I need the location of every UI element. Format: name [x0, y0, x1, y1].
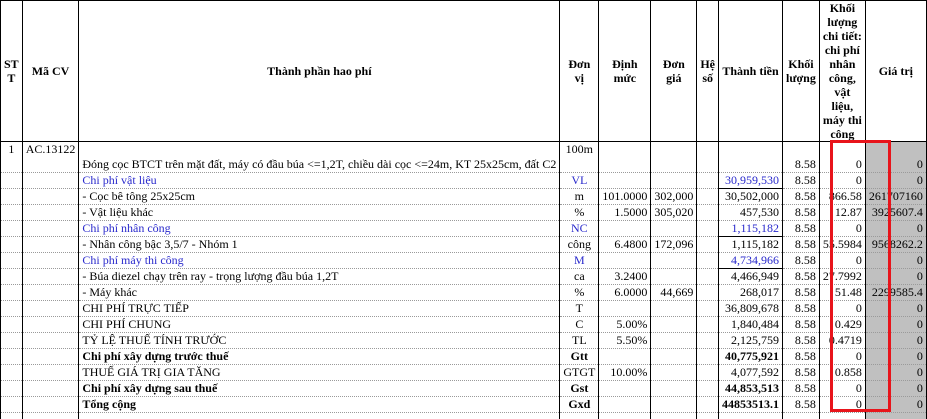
- table-row: [1, 381, 927, 397]
- table-row: [1, 349, 927, 365]
- cell-gia-tri[interactable]: 0: [865, 221, 926, 237]
- cell-don-gia[interactable]: 302,000: [651, 189, 697, 205]
- cell-gia-tri[interactable]: 9568262.2: [865, 237, 926, 253]
- cell-he-so[interactable]: [697, 365, 719, 381]
- cell-gia-tri[interactable]: 0: [865, 269, 926, 285]
- cell-thanh-tien[interactable]: 36,809,678: [719, 301, 783, 317]
- cell-don-vi[interactable]: %: [560, 285, 599, 301]
- cell-khoi-luong-chi-tiet[interactable]: 51.48: [819, 285, 865, 301]
- cell-thanh-tien[interactable]: 1,840,484: [719, 317, 783, 333]
- cell-partial: [819, 413, 865, 419]
- header-thanh-tien[interactable]: Thành tiền: [719, 1, 783, 142]
- cell-he-so[interactable]: [697, 269, 719, 285]
- cell-thanh-tien[interactable]: 1,115,182: [719, 237, 783, 253]
- cell-dinh-muc[interactable]: [599, 349, 651, 365]
- cell-gia-tri[interactable]: 0: [865, 333, 926, 349]
- cell-khoi-luong[interactable]: 8.58: [783, 333, 820, 349]
- cell-gia-tri[interactable]: 0: [865, 349, 926, 365]
- cell-don-vi[interactable]: %: [560, 205, 599, 221]
- cell-thanh-phan[interactable]: - Cọc bê tông 25x25cm: [79, 189, 560, 205]
- cell-dinh-muc[interactable]: 10.00%: [599, 365, 651, 381]
- table-row: [1, 173, 927, 189]
- header-stt[interactable]: ST T: [1, 1, 23, 142]
- cell-ma-cv[interactable]: [22, 205, 79, 221]
- cell-thanh-tien[interactable]: 4,466,949: [719, 269, 783, 285]
- cell-don-gia[interactable]: [651, 381, 697, 397]
- cell-khoi-luong-chi-tiet[interactable]: 866.58: [819, 189, 865, 205]
- cell-dinh-muc[interactable]: [599, 381, 651, 397]
- cell-partial: [697, 413, 719, 419]
- cell-don-vi[interactable]: m: [560, 189, 599, 205]
- cell-thanh-phan[interactable]: CHI PHÍ TRỰC TIẾP: [79, 301, 560, 317]
- cell-khoi-luong-chi-tiet[interactable]: 55.5984: [819, 237, 865, 253]
- cell-khoi-luong-chi-tiet[interactable]: 0: [819, 173, 865, 189]
- cell-don-vi[interactable]: Gxd: [560, 397, 599, 413]
- table-row: [1, 142, 927, 173]
- cell-thanh-phan[interactable]: Tổng cộng: [79, 397, 560, 413]
- cell-khoi-luong[interactable]: 8.58: [783, 173, 820, 189]
- cell-thanh-tien[interactable]: 4,734,966: [719, 253, 783, 269]
- cell-he-so[interactable]: [697, 189, 719, 205]
- cell-don-gia[interactable]: [651, 301, 697, 317]
- cell-don-vi[interactable]: ca: [560, 269, 599, 285]
- cell-dinh-muc[interactable]: [599, 221, 651, 237]
- header-don-gia[interactable]: Đơn giá: [651, 1, 697, 142]
- cell-ma-cv[interactable]: [22, 349, 79, 365]
- cell-thanh-phan[interactable]: CHI PHÍ CHUNG: [79, 317, 560, 333]
- header-row: [1, 1, 927, 142]
- cell-don-gia[interactable]: 44,669: [651, 285, 697, 301]
- cell-dinh-muc[interactable]: 5.00%: [599, 317, 651, 333]
- cell-partial: [651, 413, 697, 419]
- cell-stt[interactable]: [1, 269, 23, 285]
- cell-khoi-luong[interactable]: 8.58: [783, 397, 820, 413]
- cell-he-so[interactable]: [697, 381, 719, 397]
- cell-stt[interactable]: [1, 189, 23, 205]
- cell-gia-tri[interactable]: 0: [865, 365, 926, 381]
- cell-gia-tri[interactable]: 0: [865, 253, 926, 269]
- cell-khoi-luong[interactable]: 8.58: [783, 237, 820, 253]
- cell-thanh-tien[interactable]: 44,853,513: [719, 381, 783, 397]
- cell-partial: [783, 413, 820, 419]
- cell-ma-cv[interactable]: [22, 269, 79, 285]
- cell-dinh-muc[interactable]: 1.5000: [599, 205, 651, 221]
- cell-don-gia[interactable]: [651, 142, 697, 173]
- cell-stt[interactable]: [1, 205, 23, 221]
- cell-dinh-muc[interactable]: [599, 253, 651, 269]
- cell-gia-tri[interactable]: 0: [865, 381, 926, 397]
- cell-gia-tri[interactable]: 0: [865, 301, 926, 317]
- cell-stt[interactable]: [1, 381, 23, 397]
- cell-gia-tri[interactable]: 261707160: [865, 189, 926, 205]
- cell-he-so[interactable]: [697, 237, 719, 253]
- table-row: [1, 397, 927, 413]
- cell-khoi-luong-chi-tiet[interactable]: 0.858: [819, 365, 865, 381]
- cell-stt[interactable]: [1, 173, 23, 189]
- cell-stt[interactable]: 1: [1, 142, 23, 173]
- cell-khoi-luong[interactable]: 8.58: [783, 221, 820, 237]
- cell-thanh-phan[interactable]: - Máy khác: [79, 285, 560, 301]
- cell-partial: [599, 413, 651, 419]
- cell-thanh-tien[interactable]: 457,530: [719, 205, 783, 221]
- table-row: [1, 317, 927, 333]
- cell-thanh-phan[interactable]: - Nhân công bậc 3,5/7 - Nhóm 1: [79, 237, 560, 253]
- cell-ma-cv[interactable]: [22, 365, 79, 381]
- cell-khoi-luong[interactable]: 8.58: [783, 317, 820, 333]
- cell-gia-tri[interactable]: 0: [865, 397, 926, 413]
- cell-ma-cv[interactable]: AC.13122: [22, 142, 79, 173]
- cell-khoi-luong-chi-tiet[interactable]: 0: [819, 397, 865, 413]
- cell-don-gia[interactable]: [651, 349, 697, 365]
- cell-dinh-muc[interactable]: [599, 397, 651, 413]
- cell-khoi-luong[interactable]: 8.58: [783, 381, 820, 397]
- cell-don-vi[interactable]: T: [560, 301, 599, 317]
- cell-stt[interactable]: [1, 317, 23, 333]
- cell-khoi-luong[interactable]: 8.58: [783, 285, 820, 301]
- cell-khoi-luong[interactable]: 8.58: [783, 301, 820, 317]
- cell-don-vi[interactable]: công: [560, 237, 599, 253]
- header-dinh-muc[interactable]: Định mức: [599, 1, 651, 142]
- cell-dinh-muc[interactable]: [599, 301, 651, 317]
- cell-thanh-phan[interactable]: TỶ LỆ THUẾ TÍNH TRƯỚC: [79, 333, 560, 349]
- cell-he-so[interactable]: [697, 317, 719, 333]
- cell-gia-tri[interactable]: 3925607.4: [865, 205, 926, 221]
- cell-ma-cv[interactable]: [22, 381, 79, 397]
- header-khoi-luong[interactable]: Khối lượng: [783, 1, 820, 142]
- cell-he-so[interactable]: [697, 221, 719, 237]
- cell-partial: [560, 413, 599, 419]
- cell-dinh-muc[interactable]: 6.0000: [599, 285, 651, 301]
- cell-ma-cv[interactable]: [22, 285, 79, 301]
- cell-partial: [719, 413, 783, 419]
- cell-thanh-phan[interactable]: Chi phí nhân công: [79, 221, 560, 237]
- table-row: [1, 365, 927, 381]
- cell-dinh-muc[interactable]: [599, 173, 651, 189]
- cell-khoi-luong-chi-tiet[interactable]: 0: [819, 221, 865, 237]
- cell-don-vi[interactable]: Gtt: [560, 349, 599, 365]
- cell-partial: [1, 413, 23, 419]
- cell-thanh-tien[interactable]: 40,775,921: [719, 349, 783, 365]
- header-gia-tri[interactable]: Giá trị: [865, 1, 926, 142]
- cell-don-gia[interactable]: [651, 397, 697, 413]
- cell-thanh-phan[interactable]: - Búa diezel chạy trên ray - trọng lượng đầu búa 1,2T: [79, 269, 560, 285]
- table-row: [1, 205, 927, 221]
- cell-he-so[interactable]: [697, 285, 719, 301]
- cell-don-gia[interactable]: [651, 173, 697, 189]
- header-he-so[interactable]: Hệ số: [697, 1, 719, 142]
- cell-stt[interactable]: [1, 333, 23, 349]
- cell-don-gia[interactable]: [651, 221, 697, 237]
- cell-gia-tri[interactable]: 0: [865, 173, 926, 189]
- cell-ma-cv[interactable]: [22, 253, 79, 269]
- header-ma-cv[interactable]: Mã CV: [22, 1, 79, 142]
- cell-gia-tri[interactable]: 2299585.4: [865, 285, 926, 301]
- cell-khoi-luong[interactable]: 8.58: [783, 142, 820, 173]
- partial-next-row: [1, 413, 927, 419]
- cell-don-vi[interactable]: TL: [560, 333, 599, 349]
- cell-gia-tri[interactable]: 0: [865, 142, 926, 173]
- table-row: [1, 333, 927, 349]
- cell-thanh-phan[interactable]: Chi phí máy thi công: [79, 253, 560, 269]
- cell-partial: [22, 413, 79, 419]
- cell-khoi-luong-chi-tiet[interactable]: 0: [819, 142, 865, 173]
- cell-thanh-tien[interactable]: 4,077,592: [719, 365, 783, 381]
- cell-thanh-phan[interactable]: Chi phí xây dựng trước thuế: [79, 349, 560, 365]
- cell-ma-cv[interactable]: [22, 173, 79, 189]
- cell-don-vi[interactable]: NC: [560, 221, 599, 237]
- cell-don-gia[interactable]: [651, 253, 697, 269]
- cell-khoi-luong-chi-tiet[interactable]: 0: [819, 253, 865, 269]
- cell-khoi-luong[interactable]: 8.58: [783, 205, 820, 221]
- cell-gia-tri[interactable]: 0: [865, 317, 926, 333]
- cell-thanh-tien[interactable]: 2,125,759: [719, 333, 783, 349]
- cell-he-so[interactable]: [697, 333, 719, 349]
- cell-don-gia[interactable]: [651, 365, 697, 381]
- cell-stt[interactable]: [1, 365, 23, 381]
- cell-thanh-tien[interactable]: 44853513.1: [719, 397, 783, 413]
- cell-ma-cv[interactable]: [22, 301, 79, 317]
- cell-he-so[interactable]: [697, 253, 719, 269]
- cell-stt[interactable]: [1, 301, 23, 317]
- cell-dinh-muc[interactable]: 101.0000: [599, 189, 651, 205]
- cell-don-gia[interactable]: [651, 269, 697, 285]
- table-row: [1, 253, 927, 269]
- cell-he-so[interactable]: [697, 397, 719, 413]
- cell-stt[interactable]: [1, 253, 23, 269]
- cell-khoi-luong-chi-tiet[interactable]: 0: [819, 301, 865, 317]
- cell-he-so[interactable]: [697, 142, 719, 173]
- cell-ma-cv[interactable]: [22, 189, 79, 205]
- cell-stt[interactable]: [1, 397, 23, 413]
- cell-stt[interactable]: [1, 237, 23, 253]
- cell-don-vi[interactable]: VL: [560, 173, 599, 189]
- table-row: [1, 189, 927, 205]
- cell-dinh-muc[interactable]: 6.4800: [599, 237, 651, 253]
- cell-he-so[interactable]: [697, 301, 719, 317]
- cell-khoi-luong-chi-tiet[interactable]: 0: [819, 381, 865, 397]
- cell-don-gia[interactable]: [651, 317, 697, 333]
- cell-khoi-luong-chi-tiet[interactable]: 0.429: [819, 317, 865, 333]
- cell-thanh-tien[interactable]: [719, 142, 783, 173]
- cell-thanh-phan[interactable]: Chi phí vật liệu: [79, 173, 560, 189]
- cell-partial: [79, 413, 560, 419]
- table-row: [1, 301, 927, 317]
- cell-khoi-luong-chi-tiet[interactable]: 0.4719: [819, 333, 865, 349]
- cell-thanh-tien[interactable]: 30,959,530: [719, 173, 783, 189]
- cell-thanh-phan[interactable]: Đóng cọc BTCT trên mặt đất, máy có đầu búa <=1,2T, chiều dài cọc <=24m, KT 25x25cm, đất C2: [79, 142, 560, 173]
- table-row: [1, 269, 927, 285]
- cell-thanh-phan[interactable]: - Vật liệu khác: [79, 205, 560, 221]
- table-row: [1, 221, 927, 237]
- cell-don-vi[interactable]: M: [560, 253, 599, 269]
- header-don-vi[interactable]: Đơn vị: [560, 1, 599, 142]
- cell-thanh-tien[interactable]: 1,115,182: [719, 221, 783, 237]
- cell-stt[interactable]: [1, 221, 23, 237]
- cell-stt[interactable]: [1, 285, 23, 301]
- cell-don-vi[interactable]: 100m: [560, 142, 599, 173]
- cell-khoi-luong[interactable]: 8.58: [783, 365, 820, 381]
- cell-dinh-muc[interactable]: 5.50%: [599, 333, 651, 349]
- cell-don-vi[interactable]: C: [560, 317, 599, 333]
- cell-ma-cv[interactable]: [22, 221, 79, 237]
- cell-dinh-muc[interactable]: 3.2400: [599, 269, 651, 285]
- cell-thanh-phan[interactable]: Chi phí xây dựng sau thuế: [79, 381, 560, 397]
- cell-ma-cv[interactable]: [22, 237, 79, 253]
- cell-he-so[interactable]: [697, 173, 719, 189]
- cell-khoi-luong-chi-tiet[interactable]: 27.7992: [819, 269, 865, 285]
- cell-khoi-luong[interactable]: 8.58: [783, 269, 820, 285]
- cell-khoi-luong-chi-tiet[interactable]: 0: [819, 349, 865, 365]
- cell-he-so[interactable]: [697, 349, 719, 365]
- cell-partial: [865, 413, 926, 419]
- cell-ma-cv[interactable]: [22, 317, 79, 333]
- cell-khoi-luong[interactable]: 8.58: [783, 349, 820, 365]
- table-row: [1, 285, 927, 301]
- cell-don-gia[interactable]: 305,020: [651, 205, 697, 221]
- cell-stt[interactable]: [1, 349, 23, 365]
- cell-don-gia[interactable]: 172,096: [651, 237, 697, 253]
- cell-thanh-tien[interactable]: 30,502,000: [719, 189, 783, 205]
- cell-he-so[interactable]: [697, 205, 719, 221]
- cell-don-gia[interactable]: [651, 333, 697, 349]
- cell-thanh-phan[interactable]: THUẾ GIÁ TRỊ GIA TĂNG: [79, 365, 560, 381]
- cell-ma-cv[interactable]: [22, 397, 79, 413]
- header-thanh-phan[interactable]: Thành phần hao phí: [79, 1, 560, 142]
- cell-thanh-tien[interactable]: 268,017: [719, 285, 783, 301]
- cell-ma-cv[interactable]: [22, 333, 79, 349]
- cell-khoi-luong[interactable]: 8.58: [783, 253, 820, 269]
- table-row: [1, 237, 927, 253]
- cell-don-vi[interactable]: GTGT: [560, 365, 599, 381]
- cell-don-vi[interactable]: Gst: [560, 381, 599, 397]
- cell-dinh-muc[interactable]: [599, 142, 651, 173]
- cell-khoi-luong[interactable]: 8.58: [783, 189, 820, 205]
- header-khoi-luong-chi-tiet[interactable]: Khối lượng chi tiết: chi phí nhân công, vật liệu, máy thi công: [819, 1, 865, 142]
- cell-khoi-luong-chi-tiet[interactable]: 12.87: [819, 205, 865, 221]
